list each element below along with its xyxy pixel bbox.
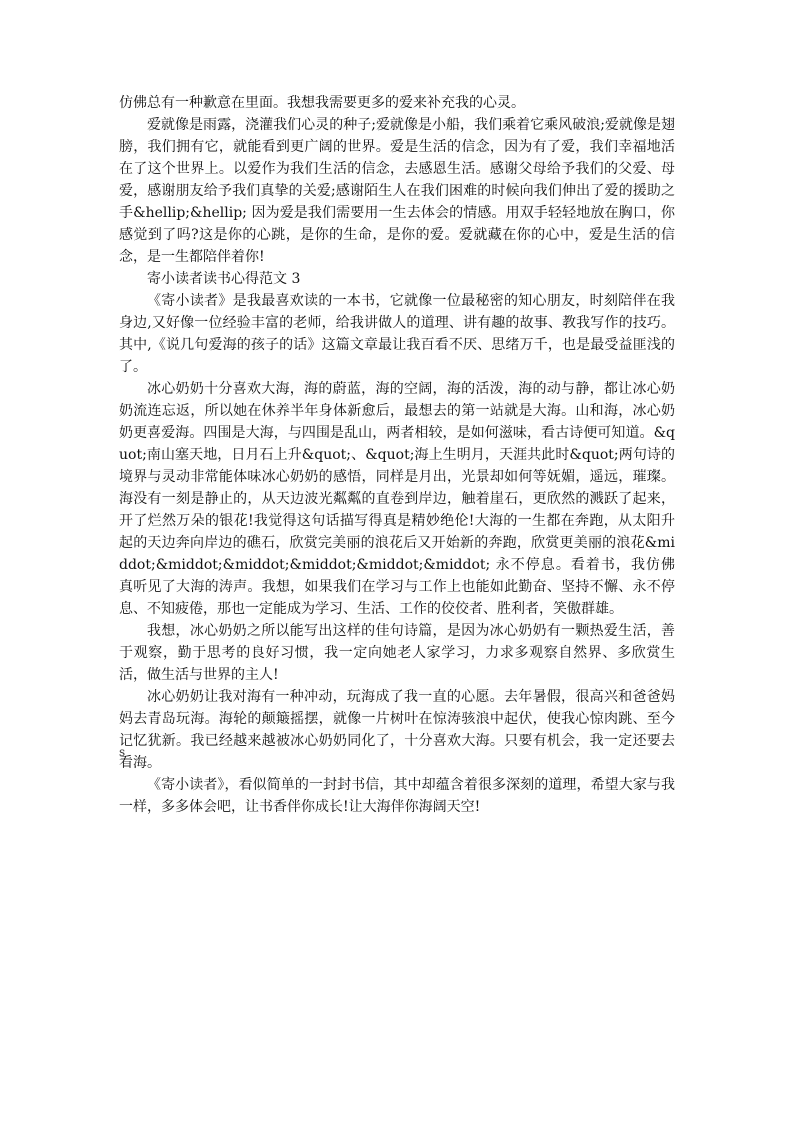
section-heading: 寄小读者读书心得范文 3 [147,271,301,287]
paragraph: 爱就像是雨露，浇灌我们心灵的种子;爱就像是小船，我们乘着它乘风破浪;爱就像是翅膀，我们拥有它，就能看到更广阔的世界。爱是生活的信念，因为有了爱，我们幸福地活在了这个世界上。以爱作为我们生活的信念，去感恩生活。感谢父母给予我们的父爱、母爱，感谢朋友给予我们真挚的关爱;感谢陌生人在我们困难的时候向我们伸出了爱的援助之手&hellip;&hellip; 因为爱是我们需要用一生去体会的情感。用双手轻轻地放在胸口，你感觉到了吗?这是你的心跳，是你的生命，是你的爱。爱就藏在你的心中，爱是生活的信念，是一生都陪伴着你! [119,117,675,265]
document-body [119,92,675,818]
paragraph: 冰心奶奶十分喜欢大海，海的蔚蓝，海的空阔，海的活泼，海的动与静，都让冰心奶奶流连忘返，所以她在休养半年身体新愈后，最想去的第一站就是大海。山和海，冰心奶奶更喜爱海。四围是大海，与四围是乱山，两者相较，是如何滋味，看古诗便可知道。&quot;南山塞天地，日月石上升&quot;、&quot;海上生明月，天涯共此时&quot;两句诗的境界与灵动非常能体味冰心奶奶的感悟，同样是月出，光景却如何等妩媚，遥远，璀璨。海没有一刻是静止的，从天边波光粼粼的直卷到岸边，触着崖石，更欣然的溅跃了起来，开了烂然万朵的银花!我觉得这句话描写得真是精妙绝伦!大海的一生都在奔跑，从太阳升起的天边奔向岸边的礁石，欣赏完美丽的浪花后又开始新的奔跑，欣赏更美丽的浪花&middot;&middot;&middot;&middot;&middot;&middot; 永不停息。看着书，我仿佛真听见了大海的涛声。我想，如果我们在学习与工作上也能如此勤奋、坚持不懈、永不停息、不知疲倦，那也一定能成为学习、生活、工作的佼佼者、胜利者，笑傲群雄。 [119,381,675,617]
paragraph: 仿佛总有一种歉意在里面。我想我需要更多的爱来补充我的心灵。 [119,95,525,111]
paragraph: 《寄小读者》，看似简单的一封封书信，其中却蕴含着很多深刻的道理，希望大家与我一样，多多体会吧，让书香伴你成长!让大海伴你海阔天空! [119,777,675,815]
footer-mark: s [119,745,126,759]
paragraph: 冰心奶奶让我对海有一种冲动，玩海成了我一直的心愿。去年暑假，很高兴和爸爸妈妈去青岛玩海。海轮的颠簸摇摆，就像一片树叶在惊涛骇浪中起伏，使我心惊肉跳、至今记忆犹新。我已经越来越被冰心奶奶同化了，十分喜欢大海。只要有机会，我一定还要去看海。 [119,689,675,771]
paragraph: 《寄小读者》是我最喜欢读的一本书，它就像一位最秘密的知心朋友，时刻陪伴在我身边,又好像一位经验丰富的老师，给我讲做人的道理、讲有趣的故事、教我写作的技巧。其中,《说几句爱海的孩子的话》这篇文章最让我百看不厌、思绪万千，也是最受益匪浅的了。 [119,293,675,375]
paragraph: 我想，冰心奶奶之所以能写出这样的佳句诗篇，是因为冰心奶奶有一颗热爱生活，善于观察，勤于思考的良好习惯，我一定向她老人家学习，力求多观察自然界、多欣赏生活，做生活与世界的主人! [119,623,675,683]
